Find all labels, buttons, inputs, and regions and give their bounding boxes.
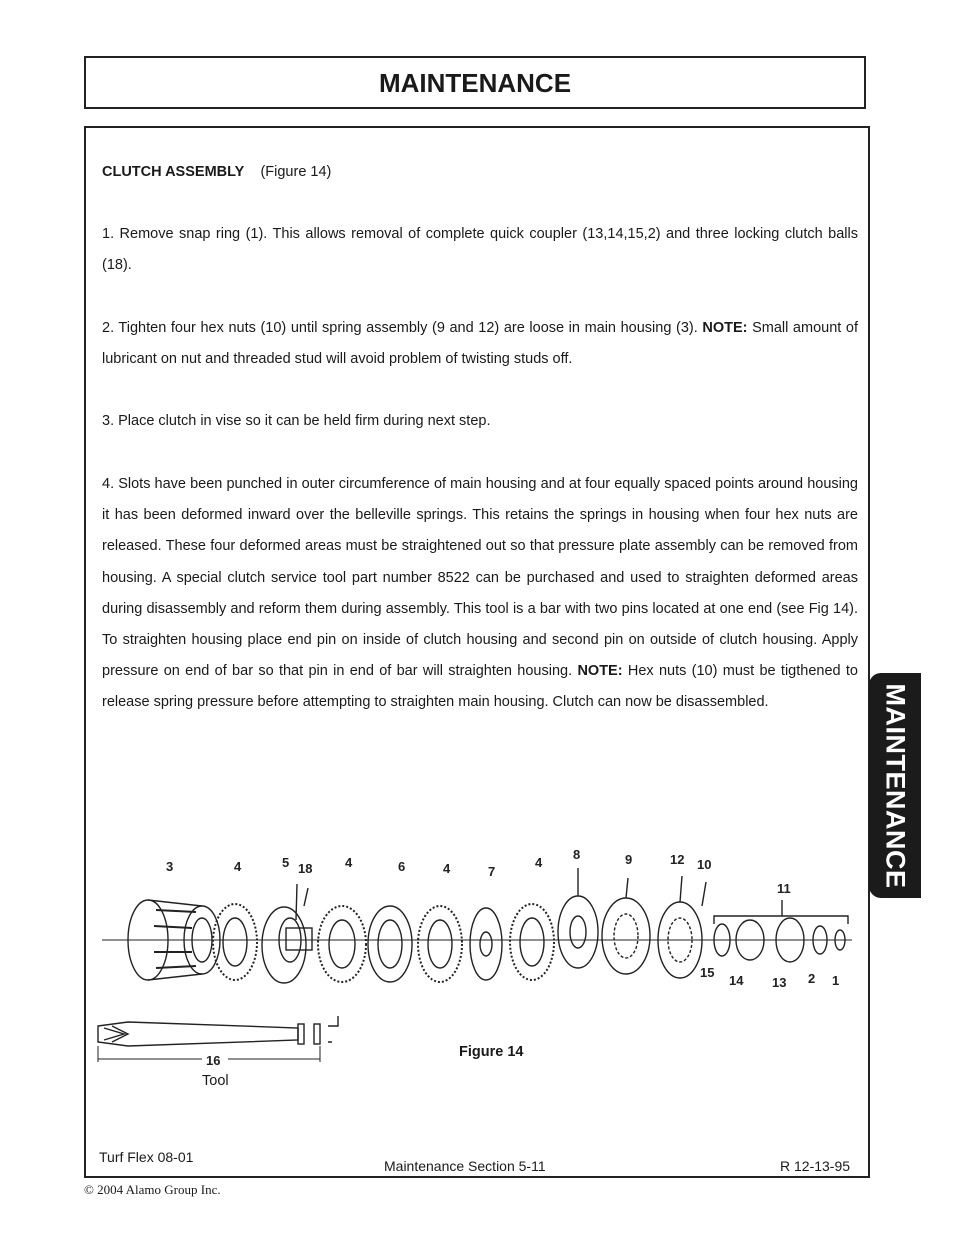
step-2 xyxy=(102,313,858,375)
callout-1: 1 xyxy=(832,973,840,988)
section-title: CLUTCH ASSEMBLY xyxy=(102,164,245,180)
callout-15: 15 xyxy=(700,965,715,980)
side-tab xyxy=(869,673,921,898)
quick-coupler xyxy=(714,900,848,962)
clutch-exploded-diagram xyxy=(92,840,862,1070)
step-3 xyxy=(102,406,858,437)
callout-16: 16 xyxy=(206,1053,221,1068)
callout-12: 12 xyxy=(670,852,685,867)
step-1 xyxy=(102,219,858,281)
steel-plate xyxy=(470,908,502,980)
figure-reference: (Figure 14) xyxy=(260,164,332,180)
pressure-plate-hub xyxy=(262,884,312,983)
step-4-text: 4. Slots have been punched in outer circumference of main housing and at four equally spaced points around housing it has been deformed inward over the belleville springs. This retains the springs in housing when four hex nuts are released. These four deformed areas must be straightened out so that pressure plate assembly can be removed from housing. A special clutch service tool part number 8522 can be purchased and used to straighten deformed areas during disassembly and reform them during assembly. This tool is a bar with two pins located at one end (see Fig 14). To straighten housing place end pin on inside of clutch housing and second pin on outside of clutch housing. Apply pressure on end of bar so that pin in end of bar will straighten housing. xyxy=(102,476,858,680)
callout-4: 4 xyxy=(345,855,353,870)
callout-7: 7 xyxy=(488,864,496,879)
callout-11: 11 xyxy=(777,881,791,896)
copyright: © 2004 Alamo Group Inc. xyxy=(84,1182,221,1197)
callout-6: 6 xyxy=(398,859,406,874)
callout-18: 18 xyxy=(298,861,313,876)
note-label: NOTE: xyxy=(702,320,748,336)
footer-model: Turf Flex 08-01 xyxy=(99,1149,194,1165)
callout-3: 3 xyxy=(166,859,174,874)
header-box xyxy=(84,56,866,109)
callout-2: 2 xyxy=(808,971,816,986)
side-tab-label: MAINTENANCE xyxy=(880,683,911,888)
note-label: NOTE: xyxy=(577,663,623,680)
step-4 xyxy=(102,469,858,719)
callout-9: 9 xyxy=(625,852,633,867)
callout-5: 5 xyxy=(282,855,290,870)
steel-plate xyxy=(368,906,412,982)
pressure-plate xyxy=(558,868,598,968)
step-2-note: Small amount of lubricant on nut and threaded stud will avoid problem of twisting studs off. xyxy=(102,320,858,368)
callout-8: 8 xyxy=(573,847,581,862)
belleville-spring xyxy=(658,876,706,978)
step-4-note: Hex nuts (10) must be tigthened to release spring pressure before attempting to straighten main housing. Clutch can now be disassembled. xyxy=(102,663,858,711)
step-3-text: 3. Place clutch in vise so it can be held firm during next step. xyxy=(102,413,491,429)
footer-revision: R 12-13-95 xyxy=(780,1158,851,1174)
figure-caption: Figure 14 xyxy=(459,1044,524,1060)
callout-10: 10 xyxy=(697,857,712,872)
friction-disc xyxy=(418,906,462,982)
belleville-spring xyxy=(602,878,650,974)
tool-label: Tool xyxy=(202,1073,229,1089)
step-1-text: 1. Remove snap ring (1). This allows removal of complete quick coupler (13,14,15,2) and three locking clutch balls (18). xyxy=(102,226,858,274)
callout-13: 13 xyxy=(772,975,787,990)
callout-4: 4 xyxy=(234,859,242,874)
step-2-text: 2. Tighten four hex nuts (10) until spring assembly (9 and 12) are loose in main housing (3). xyxy=(102,320,703,336)
callout-14: 14 xyxy=(729,973,744,988)
section-heading xyxy=(102,164,331,180)
friction-disc xyxy=(318,906,366,982)
callout-4: 4 xyxy=(535,855,543,870)
callout-4: 4 xyxy=(443,861,451,876)
friction-disc xyxy=(510,904,554,980)
page-title: MAINTENANCE xyxy=(378,68,572,98)
footer-section: Maintenance Section 5-11 xyxy=(384,1158,546,1174)
